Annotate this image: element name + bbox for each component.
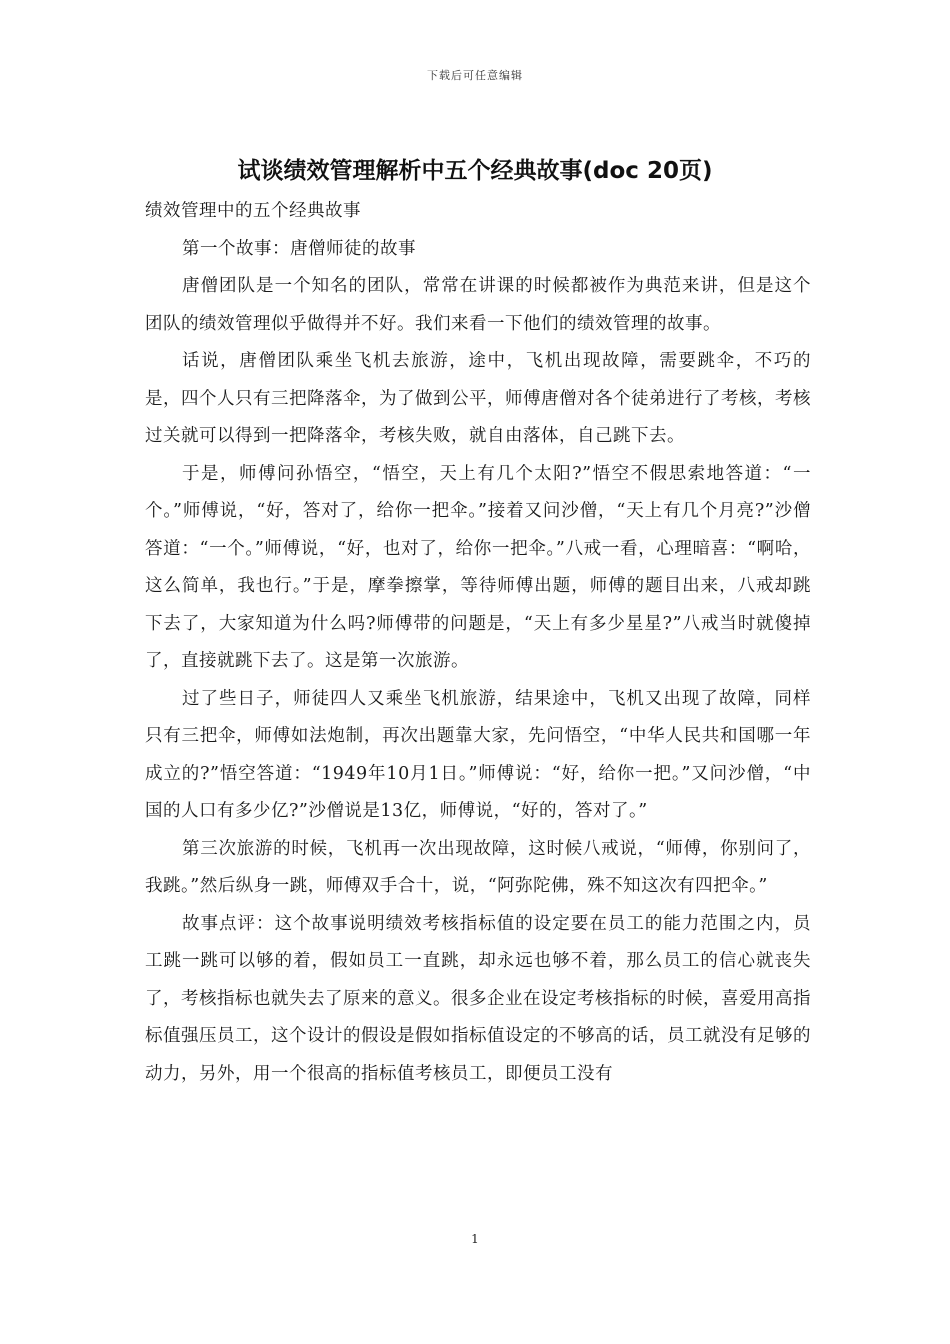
body-paragraph: 过了些日子，师徒四人又乘坐飞机旅游，结果途中，飞机又出现了故障，同样只有三把伞，师傅如法炮制，再次出题靠大家，先问悟空，“中华人民共和国哪一年成立的?”悟空答道：“1949年10月1日。”师傅说：“好，给你一把。”又问沙僧，“中国的人口有多少亿?”沙僧说是13亿，师傅说，“好的，答对了。” [145,688,811,821]
story-heading: 第一个故事：唐僧师徒的故事 [182,238,416,259]
document-subtitle: 绩效管理中的五个经典故事 [145,201,361,221]
page-number: 1 [471,1232,479,1246]
body-paragraph: 故事点评：这个故事说明绩效考核指标值的设定要在员工的能力范围之内，员工跳一跳可以够的着，假如员工一直跳，却永远也够不着，那么员工的信心就丧失了，考核指标也就失去了原来的意义。很多企业在设定考核指标的时候，喜爱用高指标值强压员工，这个设计的假设是假如指标值设定的不够高的话，员工就没有足够的动力，另外，用一个很高的指标值考核员工，即便员工没有 [145,913,811,1084]
body-paragraph: 话说，唐僧团队乘坐飞机去旅游，途中，飞机出现故障，需要跳伞，不巧的是，四个人只有三把降落伞，为了做到公平，师傅唐僧对各个徒弟进行了考核，考核过关就可以得到一把降落伞，考核失败，就自由落体，自己跳下去。 [145,351,811,446]
body-paragraph: 于是，师傅问孙悟空，“悟空，天上有几个太阳?”悟空不假思索地答道：“一个。”师傅说，“好，答对了，给你一把伞。”接着又问沙僧，“天上有几个月亮?”沙僧答道：“一个。”师傅说，“好，也对了，给你一把伞。”八戒一看，心理暗喜：“啊哈，这么简单，我也行。”于是，摩拳擦掌，等待师傅出题，师傅的题目出来，八戒却跳下去了，大家知道为什么吗?师傅带的问题是，“天上有多少星星?”八戒当时就傻掉了，直接就跳下去了。这是第一次旅游。 [145,463,811,671]
header-note: 下载后可任意编辑 [427,69,523,82]
body-paragraph: 第三次旅游的时候，飞机再一次出现故障，这时候八戒说，“师傅，你别问了，我跳。”然后纵身一跳，师傅双手合十，说，“阿弥陀佛，殊不知这次有四把伞。” [145,838,811,896]
body-paragraph: 唐僧团队是一个知名的团队，常常在讲课的时候都被作为典范来讲，但是这个团队的绩效管理似乎做得并不好。我们来看一下他们的绩效管理的故事。 [145,276,811,334]
document-body [145,193,811,1093]
document-title: 试谈绩效管理解析中五个经典故事(doc 20页) [237,158,713,184]
